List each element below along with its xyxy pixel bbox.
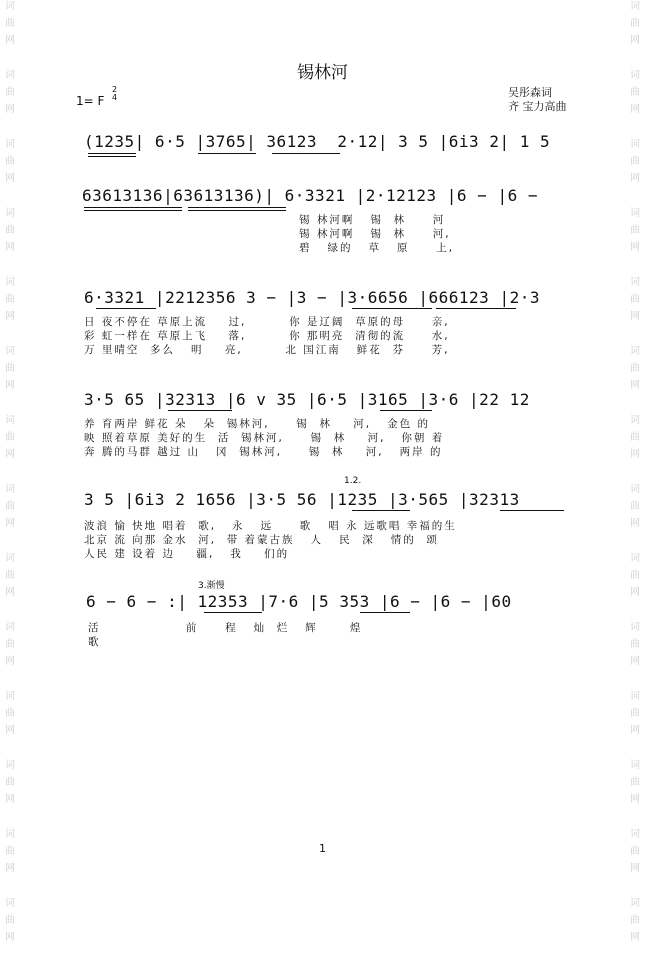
time-sig-top: 2 [112, 85, 118, 94]
lyric-line-2-verse-3: 碧 绿的 草 原 上, [299, 242, 455, 254]
watermark-char: 网 [630, 863, 640, 874]
watermark-char: 曲 [630, 87, 640, 98]
watermark-char: 词 [5, 208, 15, 219]
watermark-char: 曲 [5, 846, 15, 857]
watermark-char: 词 [5, 346, 15, 357]
watermark-char: 网 [630, 449, 640, 460]
watermark-char: 网 [5, 449, 15, 460]
watermark-char: 词 [5, 1, 15, 12]
watermark-char: 曲 [630, 501, 640, 512]
watermark-char: 词 [5, 277, 15, 288]
volta-3-ritardando: 3.渐慢 [198, 581, 225, 591]
watermark-char: 词 [5, 553, 15, 564]
beam [96, 308, 156, 309]
beam [204, 612, 262, 613]
watermark-char: 网 [630, 518, 640, 529]
watermark-char: 网 [5, 104, 15, 115]
beam [188, 207, 286, 208]
watermark-char: 网 [630, 242, 640, 253]
beam [84, 207, 182, 208]
volta-1-2: 1.2. [344, 476, 362, 486]
lyric-line-2-verse-2: 锡 林河啊 锡 林 河, [299, 228, 451, 240]
beam [198, 153, 256, 154]
watermark-char: 曲 [630, 225, 640, 236]
watermark-char: 词 [630, 208, 640, 219]
watermark-char: 网 [5, 725, 15, 736]
score-line-6: 6 − 6 − :| 12353 |7·6 |5 353 |6 − |6 − |60 [86, 592, 512, 611]
watermark-char: 网 [5, 380, 15, 391]
watermark-char: 网 [630, 173, 640, 184]
lyric-line-3-verse-3: 万 里晴空 多么 明 亮, 北 国江南 鲜花 芬 芳, [84, 344, 450, 356]
watermark-char: 曲 [5, 708, 15, 719]
score-line-1: (1235| 6·5 |3765| 36123 2·12| 3 5 |6i3 2| 1 5 [84, 132, 551, 151]
beam [188, 210, 286, 211]
watermark-char: 网 [630, 932, 640, 943]
watermark-char: 曲 [5, 915, 15, 926]
watermark-char: 词 [630, 622, 640, 633]
watermark-char: 曲 [5, 570, 15, 581]
beam [500, 510, 564, 511]
beam [360, 612, 410, 613]
beam [436, 308, 516, 309]
watermark-char: 网 [630, 311, 640, 322]
watermark-char: 曲 [630, 915, 640, 926]
page-number: 1 [319, 842, 326, 855]
watermark-char: 曲 [5, 18, 15, 29]
watermark-char: 网 [5, 311, 15, 322]
lyric-line-5-verse-3: 人民 建 设着 边 疆, 我 们的 [84, 548, 290, 560]
score-line-3: 6·3321 |2212356 3 − |3 − |3·6656 |666123 |2·3 [84, 288, 540, 307]
time-signature [112, 86, 117, 102]
key-signature [76, 85, 118, 108]
watermark-char: 词 [630, 898, 640, 909]
beam [88, 156, 136, 157]
lyric-line-6-verse-1: 活 前 程 灿 烂 辉 煌 [88, 622, 363, 634]
lyric-line-3-verse-1: 日 夜不停在 草原上流 过, 你 是辽阔 草原的母 亲, [84, 316, 450, 328]
watermark-char: 词 [630, 139, 640, 150]
watermark-char: 网 [5, 35, 15, 46]
watermark-char: 曲 [630, 18, 640, 29]
watermark-char: 词 [630, 829, 640, 840]
watermark-char: 词 [630, 691, 640, 702]
watermark-char: 词 [5, 829, 15, 840]
watermark-char: 词 [5, 691, 15, 702]
watermark-char: 网 [630, 794, 640, 805]
composer-credit: 齐 宝力高曲 [508, 100, 567, 113]
lyricist-credit: 吴彤森词 [508, 86, 552, 99]
watermark-char: 曲 [630, 570, 640, 581]
watermark-char: 词 [630, 484, 640, 495]
watermark-char: 曲 [630, 294, 640, 305]
lyric-line-2-verse-1: 锡 林河啊 锡 林 河 [299, 214, 446, 226]
lyric-line-5-verse-1: 波浪 愉 快地 唱着 歌, 永 远 歌 唱 永 远歌唱 幸福的生 [84, 520, 457, 532]
watermark-char: 网 [630, 656, 640, 667]
watermark-char: 词 [630, 1, 640, 12]
watermark-char: 曲 [630, 156, 640, 167]
watermark-right [627, 0, 643, 966]
watermark-char: 网 [5, 173, 15, 184]
watermark-char: 词 [5, 415, 15, 426]
watermark-char: 曲 [5, 432, 15, 443]
watermark-char: 词 [5, 484, 15, 495]
watermark-char: 网 [5, 242, 15, 253]
beam [84, 210, 182, 211]
watermark-char: 词 [5, 622, 15, 633]
watermark-char: 词 [5, 70, 15, 81]
beam [272, 153, 340, 154]
watermark-char: 网 [5, 863, 15, 874]
watermark-char: 曲 [5, 225, 15, 236]
beam [88, 153, 136, 154]
watermark-char: 网 [630, 104, 640, 115]
watermark-char: 曲 [5, 777, 15, 788]
key-label: 1= F [76, 94, 105, 108]
score-line-4: 3·5 65 |32313 |6 v 35 |6·5 |3165 |3·6 |22 12 [84, 390, 530, 409]
watermark-char: 曲 [630, 846, 640, 857]
watermark-char: 网 [5, 518, 15, 529]
lyric-line-4-verse-3: 奔 腾的马群 越过 山 冈 锡林河, 锡 林 河, 两岸 的 [84, 446, 443, 458]
time-sig-bottom: 4 [112, 93, 118, 102]
beam [352, 308, 432, 309]
beam [352, 510, 410, 511]
watermark-char: 网 [5, 932, 15, 943]
watermark-char: 曲 [630, 708, 640, 719]
lyric-line-4-verse-1: 养 育两岸 鲜花 朵 朵 锡林河, 锡 林 河, 金色 的 [84, 418, 430, 430]
watermark-char: 网 [5, 587, 15, 598]
watermark-char: 词 [5, 760, 15, 771]
watermark-char: 词 [630, 277, 640, 288]
watermark-char: 曲 [630, 639, 640, 650]
watermark-char: 曲 [630, 432, 640, 443]
watermark-char: 网 [630, 380, 640, 391]
watermark-char: 曲 [630, 363, 640, 374]
watermark-char: 曲 [5, 156, 15, 167]
watermark-char: 词 [630, 760, 640, 771]
score-line-5: 3 5 |6i3 2 1656 |3·5 56 |1235 |3·565 |32313 [84, 490, 520, 509]
watermark-char: 曲 [5, 87, 15, 98]
watermark-char: 词 [5, 139, 15, 150]
watermark-char: 网 [5, 794, 15, 805]
lyric-line-6-verse-2: 歌 [88, 636, 101, 648]
song-title: 锡林河 [297, 63, 348, 83]
watermark-char: 词 [630, 415, 640, 426]
score-line-2: 63613136|63613136)| 6·3321 |2·12123 |6 − |6 − [82, 186, 538, 205]
watermark-char: 曲 [5, 639, 15, 650]
watermark-char: 曲 [5, 363, 15, 374]
lyric-line-5-verse-2: 北京 流 向那 金水 河, 带 着蒙古族 人 民 深 情的 颂 [84, 534, 439, 546]
watermark-left [2, 0, 18, 966]
watermark-char: 曲 [5, 294, 15, 305]
lyric-line-3-verse-2: 彩 虹一样在 草原上飞 落, 你 那明亮 清彻的流 水, [84, 330, 450, 342]
watermark-char: 词 [630, 553, 640, 564]
watermark-char: 曲 [630, 777, 640, 788]
lyric-line-4-verse-2: 映 照着草原 美好的生 活 锡林河, 锡 林 河, 你朝 着 [84, 432, 445, 444]
watermark-char: 网 [630, 35, 640, 46]
watermark-char: 词 [630, 346, 640, 357]
watermark-char: 词 [630, 70, 640, 81]
watermark-char: 网 [630, 587, 640, 598]
watermark-char: 曲 [5, 501, 15, 512]
watermark-char: 词 [5, 898, 15, 909]
beam [380, 410, 432, 411]
beam [168, 410, 232, 411]
watermark-char: 网 [5, 656, 15, 667]
watermark-char: 网 [630, 725, 640, 736]
